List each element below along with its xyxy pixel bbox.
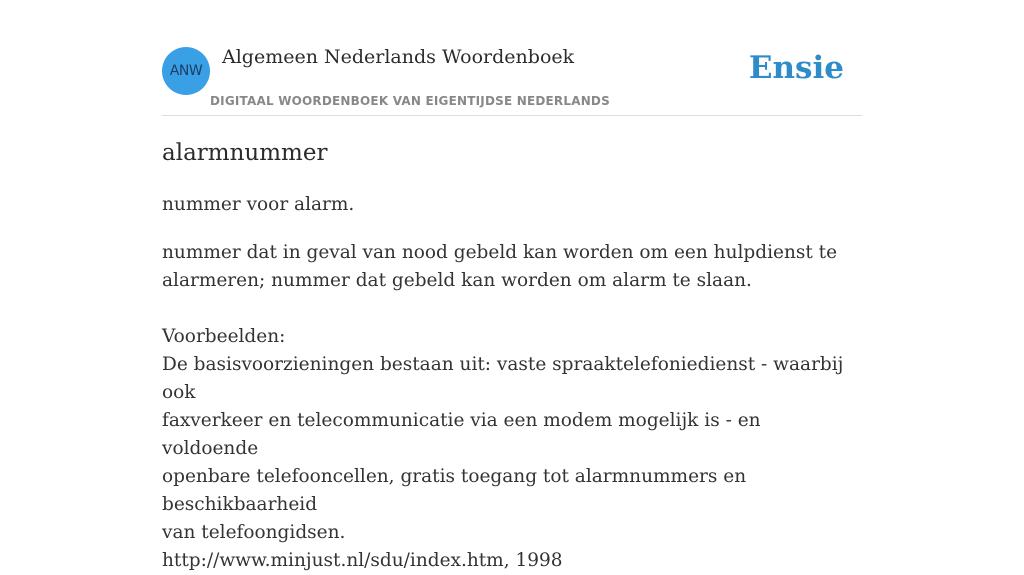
entry-body (162, 239, 862, 575)
anw-logo-text: ANW (169, 63, 203, 79)
example-source: http://www.minjust.nl/sdu/index.htm, 1998 (162, 550, 563, 571)
short-definition: nummer voor alarm. (162, 194, 355, 215)
definition-line: alarmeren; nummer dat gebeld kan worden om alarm te slaan. (162, 270, 752, 291)
dictionary-card (162, 0, 862, 571)
example-line: De basisvoorzieningen bestaan uit: vaste spraaktelefoniedienst - waarbij ook (162, 354, 844, 403)
paragraph-gap (162, 295, 862, 323)
definition-line: nummer dat in geval van nood gebeld kan worden om een hulpdienst te (162, 242, 838, 263)
example-line: openbare telefooncellen, gratis toegang tot alarmnummers en beschikbaarheid (162, 466, 747, 515)
anw-logo[interactable] (162, 47, 210, 95)
example-line: faxverkeer en telecommunicatie via een modem mogelijk is - en voldoende (162, 410, 761, 459)
examples-label: Voorbeelden: (162, 326, 286, 347)
site-subtitle: DIGITAAL WOORDENBOEK VAN EIGENTIJDSE NEDERLANDS (210, 94, 610, 108)
ensie-brand-logo[interactable]: Ensie (748, 50, 844, 86)
site-title[interactable]: Algemeen Nederlands Woordenboek (222, 46, 575, 68)
header-divider (162, 115, 862, 116)
example-line: van telefoongidsen. (162, 522, 346, 543)
entry-headword: alarmnummer (162, 140, 328, 166)
